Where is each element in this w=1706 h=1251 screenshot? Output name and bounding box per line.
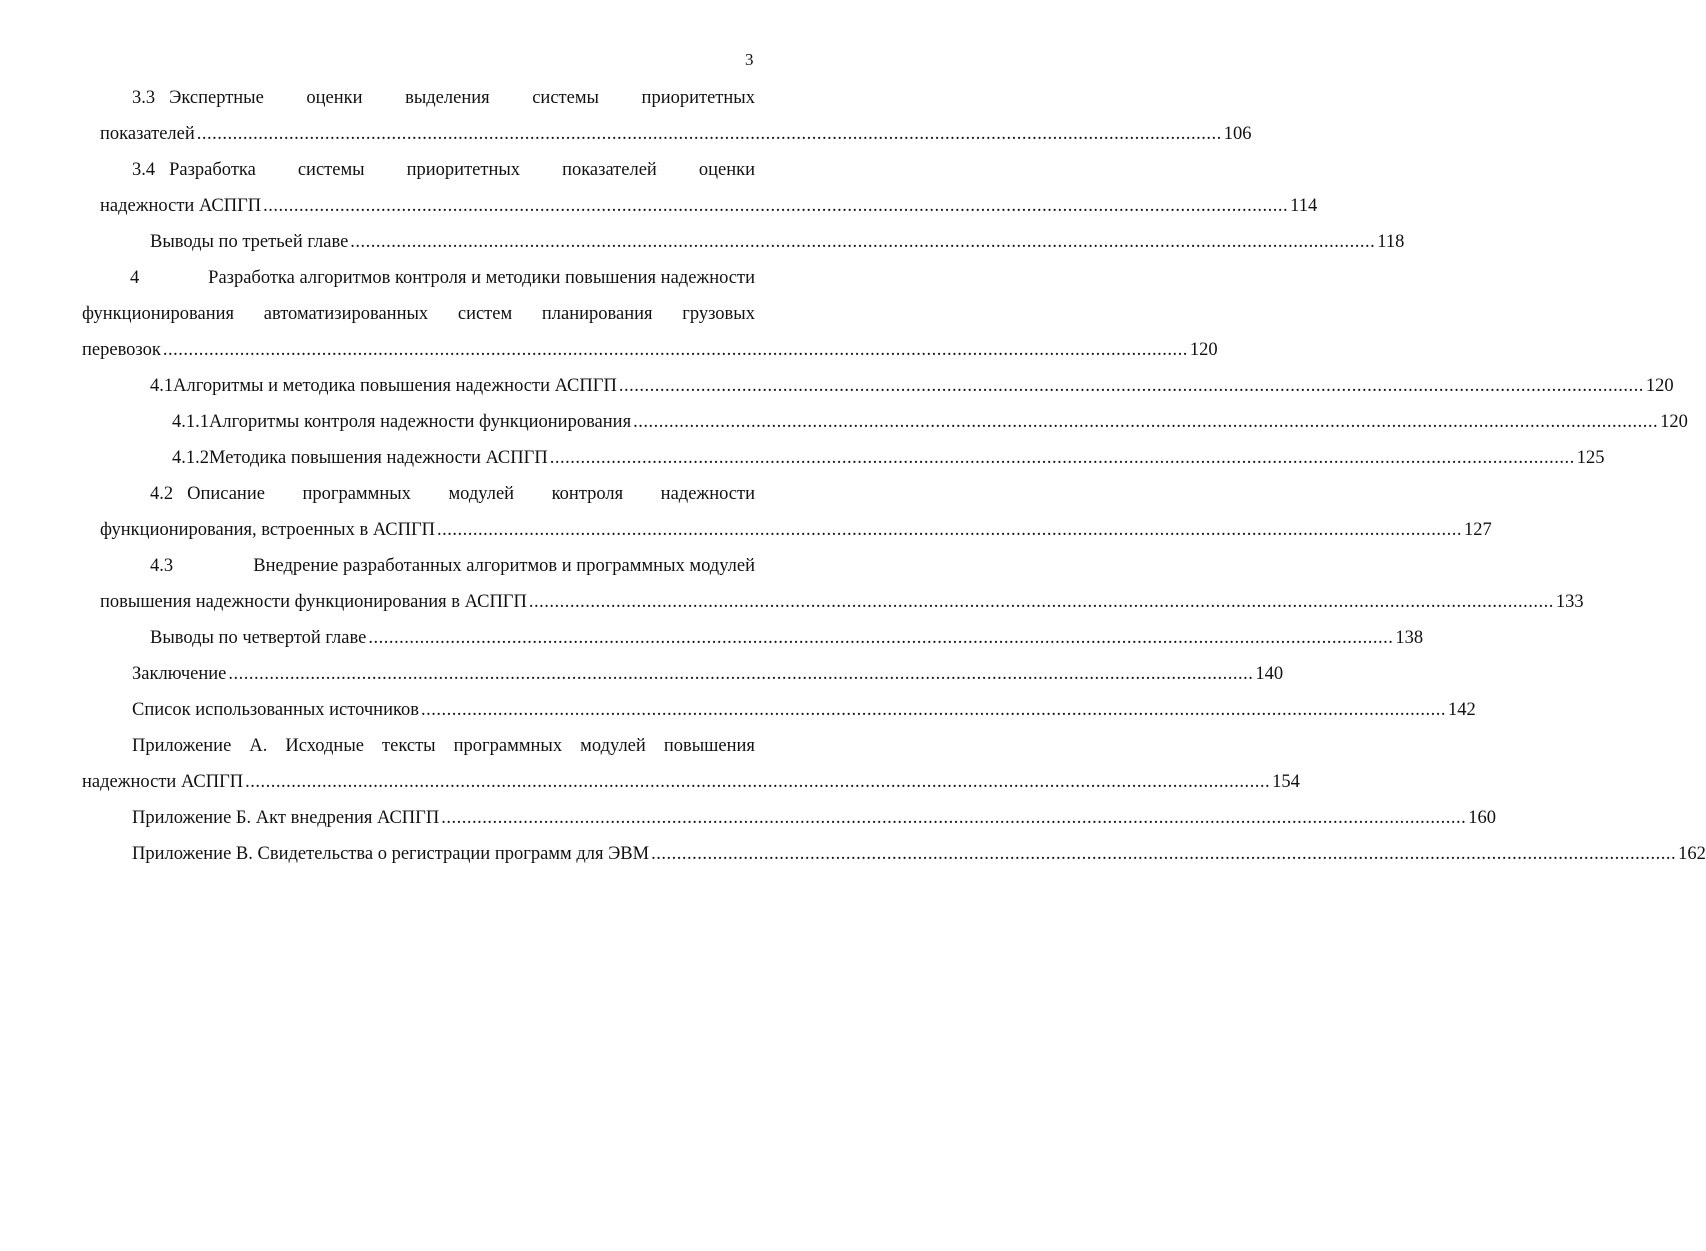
toc-leader-dots: ........................................................................................................................................................................................................ <box>368 628 1394 648</box>
toc-entry-word: оценки <box>698 160 755 180</box>
toc-page-number: 133 <box>1555 592 1584 612</box>
toc-entry-number: 4 <box>130 268 140 288</box>
toc-entry-conclusions-ch4[interactable] <box>82 620 1424 656</box>
toc-entry-number: 3.4 <box>132 160 156 180</box>
toc-entry-word: повышения <box>663 736 755 756</box>
toc-entry-word: Описание <box>187 484 265 504</box>
toc-entry-appendix-b[interactable] <box>82 800 1496 836</box>
toc-entry-word: приоритетных <box>406 160 521 180</box>
toc-entry-title: Методика повышения надежности АСПГП <box>209 448 548 468</box>
toc-page-number: 138 <box>1395 628 1424 648</box>
toc-leader-dots: ........................................................................................................................................................................................................ <box>528 592 1554 612</box>
toc-entry-word: системы <box>297 160 365 180</box>
toc-leader-dots: ........................................................................................................................................................................................................ <box>441 808 1467 828</box>
toc-entry-4-1-1[interactable] <box>82 404 1688 440</box>
toc-entry-number: 3.3 <box>132 88 156 108</box>
toc-entry-line <box>82 584 1584 620</box>
toc-page-number: 154 <box>1272 772 1300 792</box>
toc-entry-4-1-2[interactable] <box>82 440 1605 476</box>
toc-entry-word: приоритетных <box>641 88 755 108</box>
toc-page-number: 142 <box>1448 700 1476 720</box>
toc-entry-line <box>82 512 1492 548</box>
toc-entry-conclusions-ch3[interactable] <box>82 224 1405 260</box>
toc-entry-appendix-v[interactable] <box>82 836 1706 872</box>
toc-entry-word: грузовых <box>682 304 755 324</box>
toc-entry-word: программных <box>302 484 411 504</box>
toc-entry-word: Исходные <box>285 736 364 756</box>
toc-entry-title: Алгоритмы контроля надежности функционирования <box>209 412 632 432</box>
toc-leader-dots: ........................................................................................................................................................................................................ <box>421 700 1447 720</box>
toc-entry-line <box>82 332 1218 368</box>
toc-entry-word: модулей <box>448 484 515 504</box>
toc-entry-word: Приложение <box>132 736 232 756</box>
toc-leader-dots: ........................................................................................................................................................................................................ <box>350 232 1376 252</box>
toc-entry-word: систем <box>457 304 513 324</box>
toc-entry-number: 4.1 <box>150 376 174 396</box>
toc-entry-word: тексты <box>382 736 436 756</box>
toc-entry-4-3[interactable] <box>82 548 1584 620</box>
toc-entry-references[interactable] <box>82 692 1476 728</box>
toc-entry-word: надежности <box>660 484 755 504</box>
toc-entry-appendix-a[interactable] <box>82 728 1300 800</box>
toc-entry-title: повышения надежности функционирования в АСПГП <box>100 592 527 612</box>
toc-entry-line <box>82 116 1252 152</box>
toc-entry-line <box>82 404 1688 440</box>
toc-page-number: 160 <box>1468 808 1496 828</box>
toc-entry-word: оценки <box>306 88 363 108</box>
toc-page-number: 125 <box>1576 448 1605 468</box>
toc-leader-dots: ........................................................................................................................................................................................................ <box>549 448 1575 468</box>
toc-entry-line <box>82 656 1284 692</box>
toc-entry-line <box>82 188 1318 224</box>
toc-page-number: 106 <box>1223 124 1252 144</box>
toc-entry-number: 4.3 <box>150 556 174 576</box>
toc-entry-line <box>82 836 1706 872</box>
toc-entry-4-1[interactable] <box>82 368 1674 404</box>
toc-entry-4-2[interactable] <box>82 476 1492 548</box>
toc-leader-dots: ........................................................................................................................................................................................................ <box>196 124 1222 144</box>
toc-entry-line <box>82 368 1674 404</box>
toc-entry-4[interactable] <box>82 260 1218 368</box>
toc-entry-title: надежности АСПГП <box>82 772 244 792</box>
toc-entry-title: Приложение Б. Акт внедрения АСПГП <box>132 808 440 828</box>
toc-entry-line <box>82 548 755 584</box>
toc-entry-word: программных <box>453 736 563 756</box>
toc-entry-title: Выводы по четвертой главе <box>150 628 367 648</box>
toc-entry-word: показателей <box>562 160 657 180</box>
toc-entry-number: 4.2 <box>150 484 174 504</box>
toc-entry-number: 4.1.1 <box>172 412 209 432</box>
toc-entry-line <box>82 764 1300 800</box>
toc-entry-word: А. <box>249 736 268 756</box>
toc-entry-word: Экспертные <box>169 88 264 108</box>
toc-entry-3-4[interactable] <box>82 152 1318 224</box>
toc-entry-word: модулей <box>580 736 646 756</box>
toc-leader-dots: ........................................................................................................................................................................................................ <box>633 412 1659 432</box>
toc-entry-title: Заключение <box>132 664 227 684</box>
toc-entry-word: планирования <box>541 304 653 324</box>
toc-entry-line <box>82 224 1405 260</box>
toc-leader-dots: ........................................................................................................................................................................................................ <box>618 376 1644 396</box>
table-of-contents <box>82 80 1706 872</box>
toc-entry-title: Алгоритмы и методика повышения надежности АСПГП <box>173 376 617 396</box>
toc-entry-line <box>82 800 1496 836</box>
toc-entry-title: Список использованных источников <box>132 700 420 720</box>
toc-entry-title: Выводы по третьей главе <box>150 232 349 252</box>
toc-page-number: 114 <box>1290 196 1318 216</box>
toc-entry-word: выделения <box>405 88 490 108</box>
toc-entry-line <box>82 476 755 512</box>
toc-entry-conclusion[interactable] <box>82 656 1284 692</box>
toc-entry-title: показателей <box>100 124 195 144</box>
toc-leader-dots: ........................................................................................................................................................................................................ <box>245 772 1271 792</box>
toc-entry-title: функционирования, встроенных в АСПГП <box>100 520 436 540</box>
toc-entry-line <box>82 728 755 764</box>
toc-page-number: 127 <box>1464 520 1492 540</box>
toc-entry-title: Приложение В. Свидетельства о регистрации программ для ЭВМ <box>132 844 650 864</box>
toc-entry-line <box>82 80 755 116</box>
toc-page-number: 120 <box>1189 340 1218 360</box>
toc-entry-line <box>82 152 755 188</box>
toc-page-number: 120 <box>1660 412 1688 432</box>
toc-entry-word: системы <box>532 88 599 108</box>
toc-entry-line <box>82 692 1476 728</box>
toc-page-number: 162 <box>1678 844 1706 864</box>
toc-entry-line <box>82 260 755 296</box>
toc-entry-3-3[interactable] <box>82 80 1252 152</box>
toc-entry-line <box>82 296 755 332</box>
toc-entry-word: автоматизированных <box>263 304 429 324</box>
toc-entry-title: Внедрение разработанных алгоритмов и программных модулей <box>253 556 755 576</box>
toc-entry-word: Разработка <box>169 160 256 180</box>
toc-entry-word: функционирования <box>82 304 235 324</box>
toc-entry-title: надежности АСПГП <box>100 196 262 216</box>
toc-entry-number: 4.1.2 <box>172 448 209 468</box>
toc-entry-word: контроля <box>551 484 624 504</box>
toc-page-number: 118 <box>1377 232 1405 252</box>
toc-page-number: 140 <box>1255 664 1284 684</box>
toc-entry-title: Разработка алгоритмов контроля и методики повышения надежности <box>208 268 755 288</box>
page-number: 3 <box>745 50 754 69</box>
toc-entry-line <box>82 620 1424 656</box>
toc-leader-dots: ........................................................................................................................................................................................................ <box>228 664 1254 684</box>
toc-leader-dots: ........................................................................................................................................................................................................ <box>162 340 1188 360</box>
toc-entry-line <box>82 440 1605 476</box>
toc-leader-dots: ........................................................................................................................................................................................................ <box>651 844 1677 864</box>
toc-leader-dots: ........................................................................................................................................................................................................ <box>437 520 1463 540</box>
toc-page-number: 120 <box>1645 376 1674 396</box>
toc-leader-dots: ........................................................................................................................................................................................................ <box>263 196 1289 216</box>
toc-entry-title: перевозок <box>82 340 161 360</box>
